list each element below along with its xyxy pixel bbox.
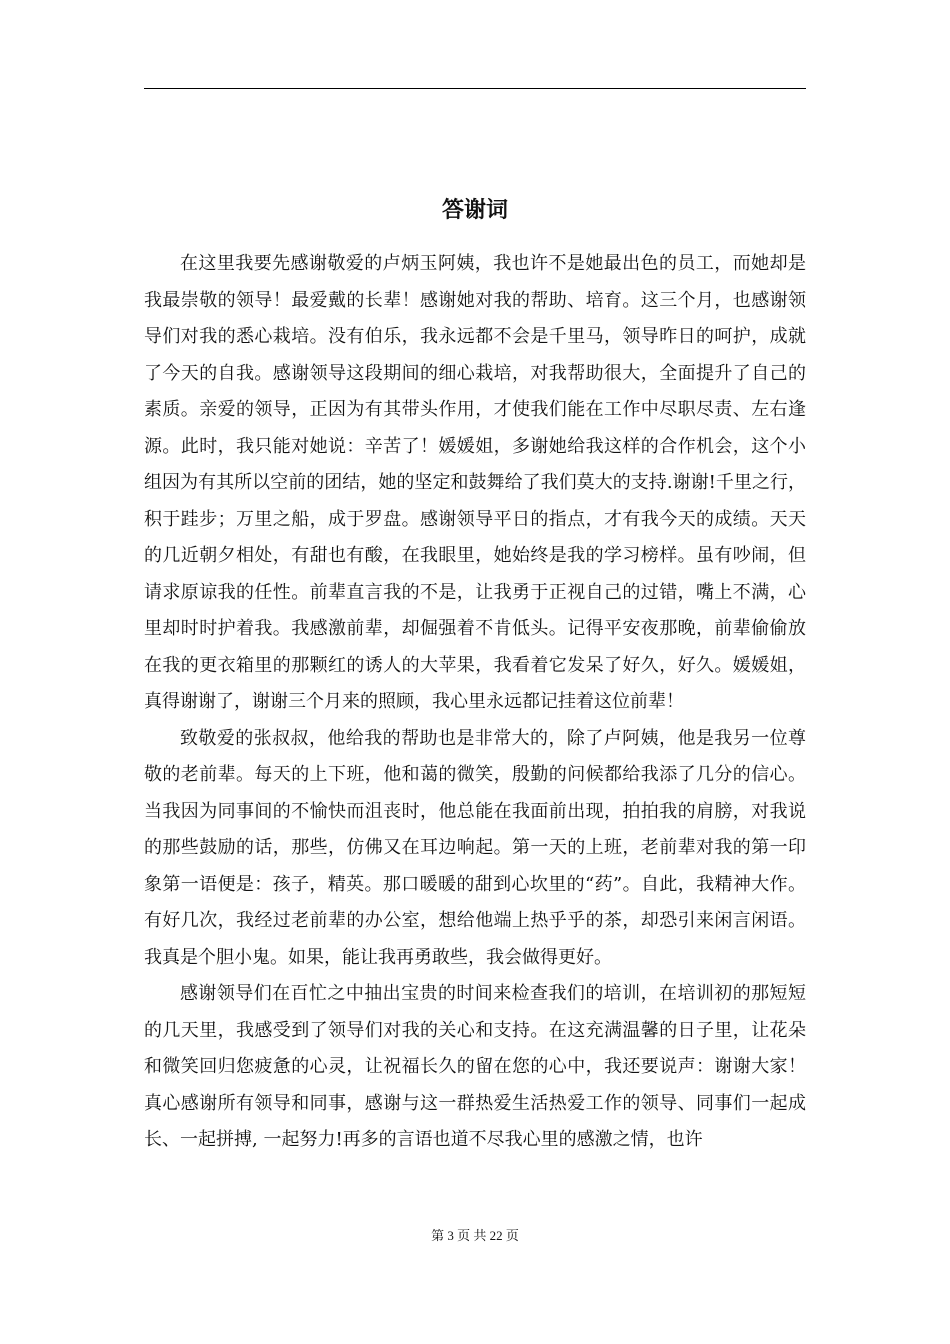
paragraph-2: 致敬爱的张叔叔，他给我的帮助也是非常大的，除了卢阿姨，他是我另一位尊敬的老前辈。每天的上下班，他和蔼的微笑，殷勤的问候都给我添了几分的信心。当我因为同事间的不愉快而沮丧时，他总能在我面前出现，拍拍我的肩膀，对我说的那些鼓励的话，那些，仿佛又在耳边响起。第一天的上班，老前辈对我的第一印象第一语便是：孩子，精英。那口暖暖的甜到心坎里的“药”。自此，我精神大作。有好几次，我经过老前辈的办公室，想给他端上热乎乎的茶，却恐引来闲言闲语。我真是个胆小鬼。如果，能让我再勇敢些，我会做得更好。 <box>144 727 806 968</box>
page-number-footer: 第 3 页 共 22 页 <box>431 1228 519 1243</box>
paragraph-1: 在这里我要先感谢敬爱的卢炳玉阿姨，我也许不是她最出色的员工，而她却是我最崇敬的领导！最爱戴的长辈！感谢她对我的帮助、培育。这三个月，也感谢领导们对我的悉心栽培。没有伯乐，我永远都不会是千里马，领导昨日的呵护，成就了今天的自我。感谢领导这段期间的细心栽培，对我帮助很大，全面提升了自己的素质。亲爱的领导，正因为有其带头作用，才使我们能在工作中尽职尽责、左右逢源。此时，我只能对她说：辛苦了！媛媛姐，多谢她给我这样的合作机会，这个小组因为有其所以空前的团结，她的坚定和鼓舞给了我们莫大的支持.谢谢!千里之行，积于跬步；万里之船，成于罗盘。感谢领导平日的指点，才有我今天的成绩。天天的几近朝夕相处，有甜也有酸，在我眼里，她始终是我的学习榜样。虽有吵闹，但请求原谅我的任性。前辈直言我的不是，让我勇于正视自己的过错，嘴上不满，心里却时时护着我。我感激前辈，却倔强着不肯低头。记得平安夜那晚，前辈偷偷放在我的更衣箱里的那颗红的诱人的大苹果，我看着它发呆了好久，好久。媛媛姐，真得谢谢了，谢谢三个月来的照顾，我心里永远都记挂着这位前辈！ <box>144 253 806 712</box>
document-body <box>144 246 806 1159</box>
header-rule <box>144 88 806 89</box>
paragraph-3: 感谢领导们在百忙之中抽出宝贵的时间来检查我们的培训，在培训初的那短短的几天里，我感受到了领导们对我的关心和支持。在这充满温馨的日子里，让花朵和微笑回归您疲惫的心灵，让祝福长久的留在您的心中，我还要说声：谢谢大家！真心感谢所有领导和同事，感谢与这一群热爱生活热爱工作的领导、同事们一起成长、一起拼搏, 一起努力!再多的言语也道不尽我心里的感激之情，也许 <box>144 983 806 1150</box>
document-title: 答谢词 <box>441 198 508 223</box>
